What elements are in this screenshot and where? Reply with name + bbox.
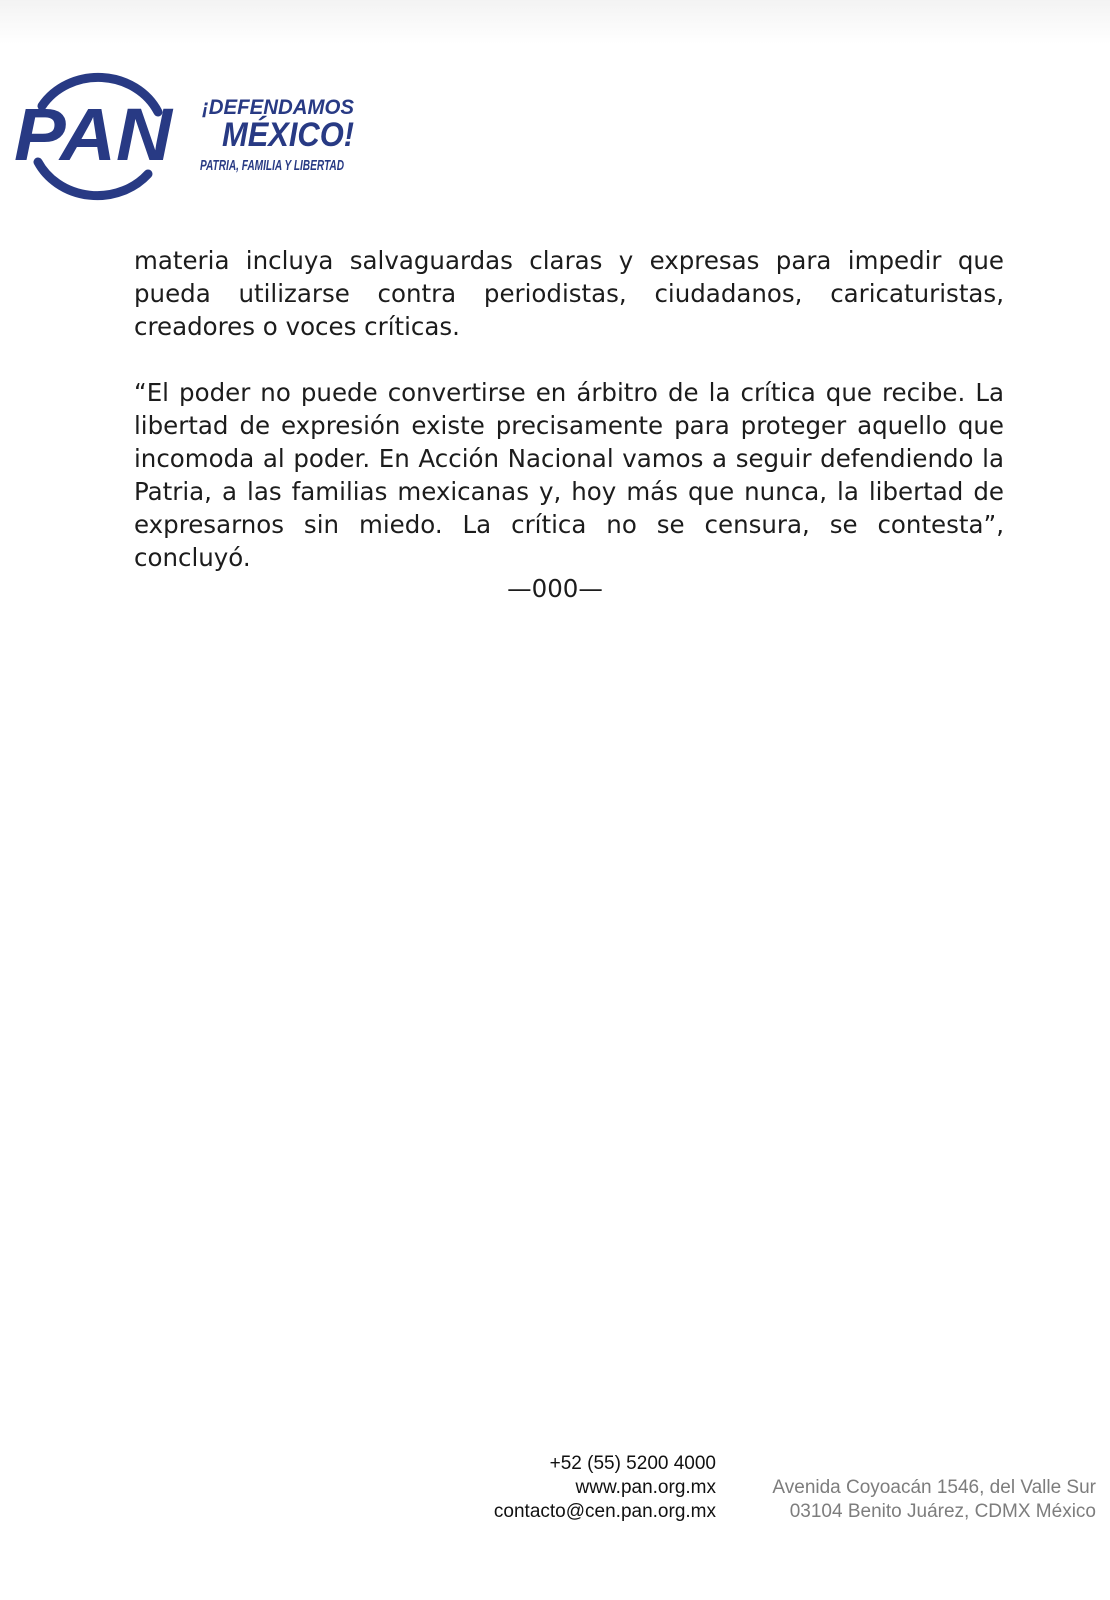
paragraph: “El poder no puede convertirse en árbitro de la crítica que recibe. La libertad de expresión existe precisamente para proteger aquello que incomoda al poder. En Acción Nacional vamos a seguir defendiendo la Patria, a las familias mexicanas y, hoy más que nunca, la libertad de expresarnos sin miedo. La crítica no se censura, se contesta”, concluyó. [134, 378, 1004, 572]
slogan-logo [196, 90, 366, 182]
footer-email[interactable]: contacto@cen.pan.org.mx [493, 1501, 716, 1522]
slogan-line-3: PATRIA, FAMILIA Y LIBERTAD [200, 157, 345, 174]
footer-contact [420, 1452, 716, 1524]
slogan-line-1: ¡DEFENDAMOS [202, 96, 354, 119]
footer-phone: +52 (55) 5200 4000 [549, 1453, 716, 1474]
paragraph: materia incluya salvaguardas claras y expresas para impedir que pueda utilizarse contra periodistas, ciudadanos, caricaturistas, creadores o voces críticas. [134, 246, 1004, 341]
footer-address-line-1: Avenida Coyoacán 1546, del Valle Sur [772, 1477, 1096, 1498]
footer-address-line-2: 03104 Benito Juárez, CDMX México [789, 1501, 1096, 1522]
footer-address [726, 1476, 1096, 1524]
end-mark: —000— [507, 574, 603, 603]
logo-text: PAN [14, 93, 174, 176]
top-band [0, 0, 1110, 44]
pan-logo [8, 62, 178, 202]
document-body [134, 244, 1004, 607]
slogan-line-2: MÉXICO! [222, 116, 354, 154]
footer-website[interactable]: www.pan.org.mx [575, 1477, 716, 1498]
